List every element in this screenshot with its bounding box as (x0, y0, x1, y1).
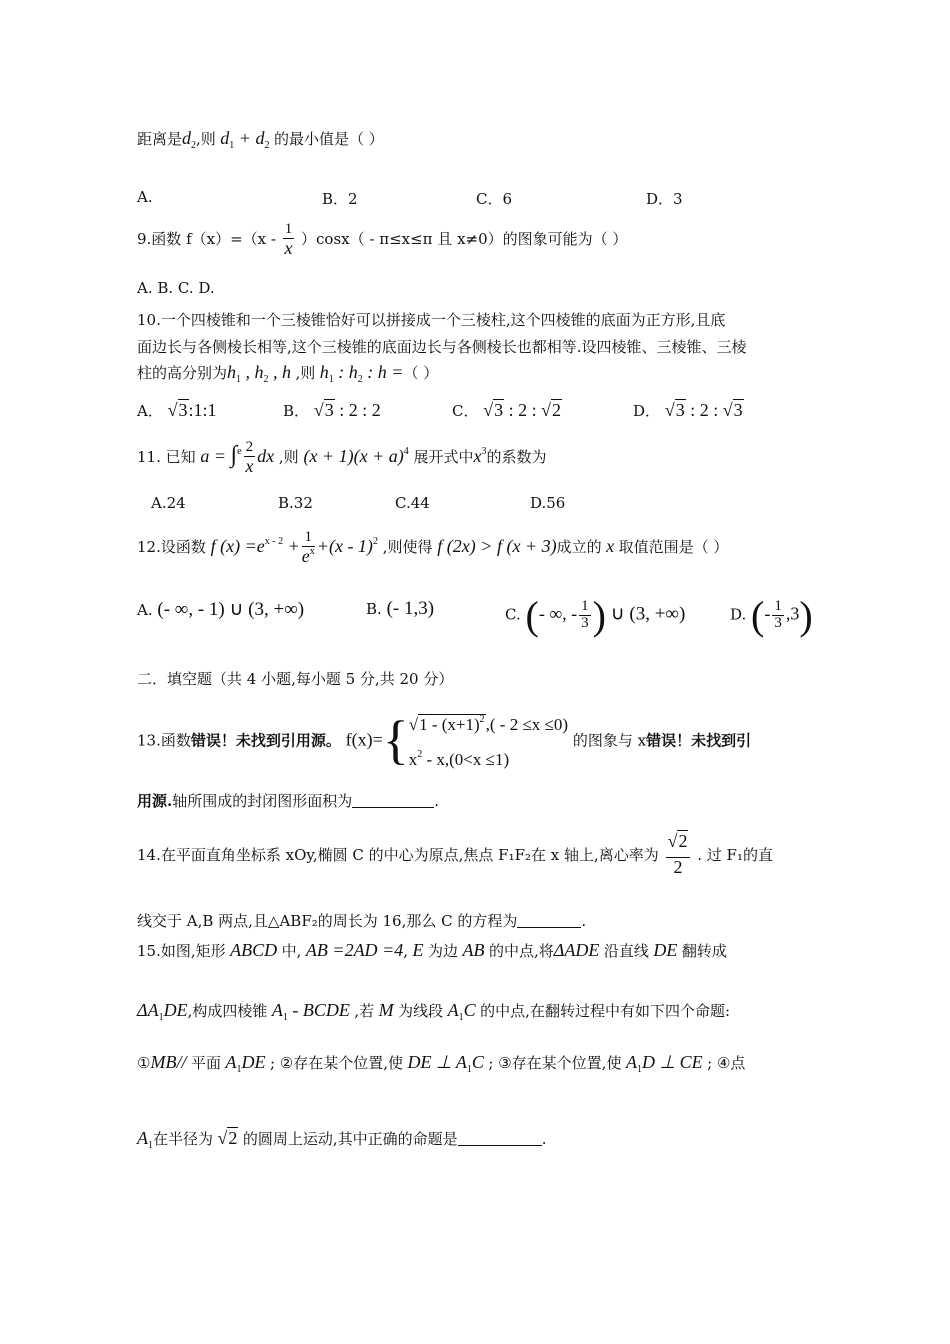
q11-option-a: A.24 (151, 494, 186, 512)
q15-line-3: ①MB// 平面 $A_1DE$ ; ②存在某个位置,使 DE ⊥ $A_1C$ ; ③存在某个位置,使 $A_1D$ ⊥ CE ; ④点 (137, 1052, 746, 1075)
q15-line-2: $\Delta A_1DE$,构成四棱锥 $A_1$ - BCDE ,若 M 为线段 $A_1C$ 的中点,在翻转过程中有如下四个命题: (137, 1000, 730, 1023)
q9-options: A. B. C. D. (137, 279, 215, 297)
q12-option-c: C. (- ∞, - $\frac{1}{3}$ ) ∪ (3, +∞) (505, 593, 686, 638)
q14-line-1: 14.在平面直角坐标系 xOy,椭圆 C 的中心为原点,焦点 F₁F₂在 x 轴上,离心率为 $\frac{√2}{2}$ . 过 F₁的直 (137, 831, 773, 877)
q10-line-3: 柱的高分别为$h_1$ , $h_2$ , h ,则 $h_1$ : $h_2$ : h =（ ） (137, 362, 439, 385)
q12-option-d: D. (- $\frac{1}{3}$ ,3) (730, 593, 813, 638)
q12-stem: 12.设函数 f $(x) =e^{x - 2}$ + $\frac{1}{e^x}$ +(x - 1)$^2$ ,则使得 f (2x) > f (x + 3)成立的 x 取值范围是（ ） (137, 529, 729, 566)
q10-line-2: 面边长与各侧棱长相等,这个三棱锥的底面边长与各侧棱长也都相等.设四棱锥、三棱锥、三棱 (137, 338, 747, 356)
q8-option-d: D．3 (646, 190, 683, 208)
q15-line-4: $A_1$在半径为 √2 的圆周上运动,其中正确的命题是 . (137, 1128, 547, 1151)
q13-stem-continued: 用源.轴所围成的封闭图形面积为 . (137, 792, 440, 810)
q15-line-1: 15.如图,矩形 ABCD 中, AB =2AD =4, E 为边 AB 的中点,将ΔADE 沿直线 DE 翻转成 (137, 940, 727, 960)
q15-answer-blank[interactable] (458, 1131, 542, 1146)
q11-option-c: C.44 (395, 494, 430, 512)
q9-fraction: $\frac{1}{x}$ (284, 221, 293, 258)
q10-option-d: D． √3 : 2 : √3 (633, 400, 743, 420)
q11-option-b: B.32 (278, 494, 313, 512)
q8-option-c: C．6 (476, 190, 513, 208)
q11-option-d: D.56 (530, 494, 566, 512)
q12-option-b: B. (- 1,3) (366, 598, 435, 619)
q8-stem: 距离是$d_2$,则 $d_1 + d_2$ 的最小值是（ ） (137, 128, 384, 151)
q8-option-b: B．2 (322, 190, 358, 208)
q10-option-b: B． √3 : 2 : 2 (283, 400, 381, 420)
q12-option-a: A. (- ∞, - 1) ∪ (3, +∞) (137, 599, 305, 620)
q13-stem: 13.函数错误！未找到引用源。 $f(x)=\{√1 - (x+1)^2,( - 2 \le x \le 0)$ $x^2 - x,(0<x \le 1)$ 的图象与 x错误！未找到引 (137, 710, 752, 770)
q10-option-a: A． √3:1:1 (137, 400, 217, 420)
q8-option-a: A. (137, 188, 153, 206)
section-heading-fill-in: 二．填空题（共 4 小题,每小题 5 分,共 20 分） (137, 670, 454, 688)
q13-answer-blank[interactable] (352, 793, 434, 808)
q10-line-1: 10.一个四棱锥和一个三棱锥恰好可以拼接成一个三棱柱,这个四棱锥的底面为正方形,且底 (137, 311, 726, 329)
q11-stem: 11. 已知 a = ∫$^e$ $\frac{2}{x}$ dx ,则 $(x + 1)(x + a)^4$ 展开式中$x^3$的系数为 (137, 439, 547, 476)
q10-option-c: C． √3 : 2 : √2 (452, 400, 562, 420)
q9-stem: 9.函数 f（x）=（x - $\frac{1}{x}$ ）cosx（ - π≤x≤π 且 x≠0）的图象可能为（ ） (137, 221, 628, 258)
q14-line-2: 线交于 A,B 两点,且△ABF₂的周长为 16,那么 C 的方程为 . (137, 912, 587, 930)
q14-answer-blank[interactable] (517, 913, 581, 928)
